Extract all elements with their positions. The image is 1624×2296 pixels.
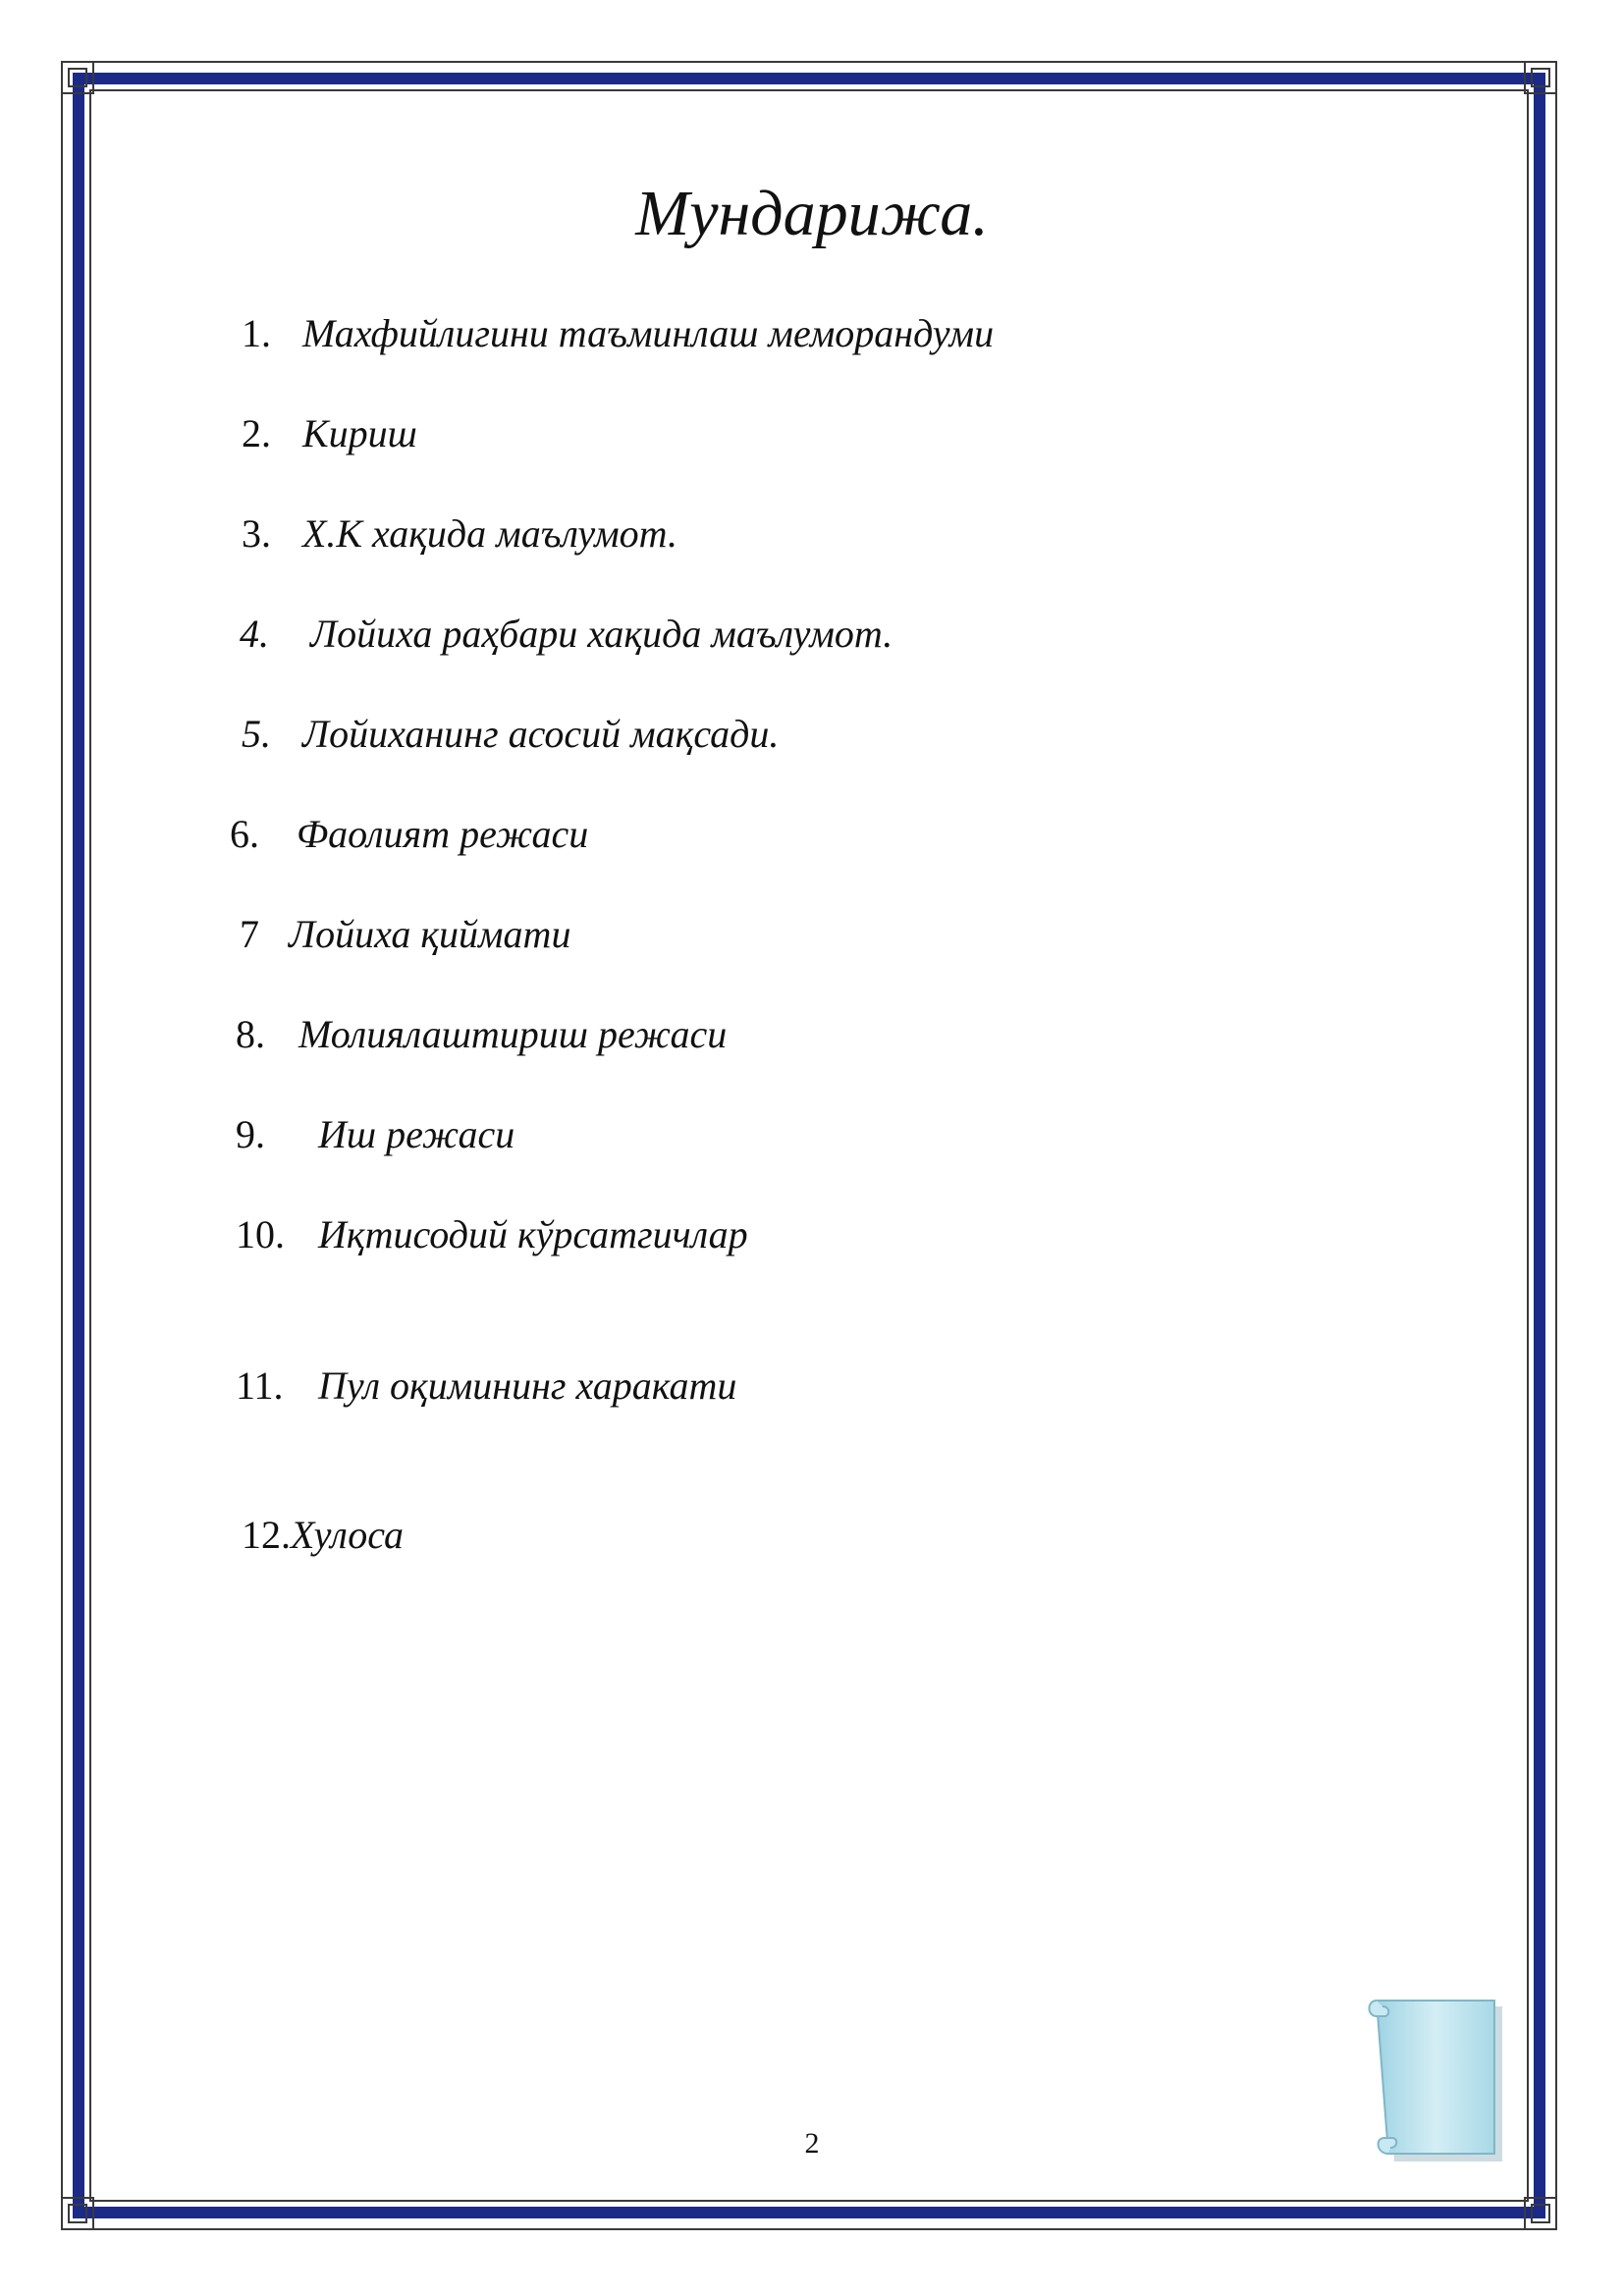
- toc-item: [236, 1111, 514, 1158]
- corner-ornament-top-right: [1524, 61, 1557, 94]
- toc-item: [242, 1512, 404, 1559]
- toc-item-label: Х.К хақида маълумот.: [302, 511, 678, 556]
- toc-item: [242, 410, 417, 457]
- toc-item-label: Лойиха раҳбари хақида маълумот.: [310, 612, 893, 656]
- toc-item-number: 8.: [236, 1012, 265, 1056]
- toc-item-number: 9.: [236, 1112, 265, 1156]
- toc-item-number: 1.: [242, 311, 271, 355]
- toc-item: [242, 510, 677, 558]
- toc-item-label: Иқтисодий кўрсатгичлар: [318, 1212, 748, 1256]
- toc-item-number: 7: [240, 912, 259, 956]
- toc-item-label: Махфийлигини таъминлаш меморандуми: [302, 311, 995, 355]
- corner-ornament-top-left: [61, 61, 94, 94]
- corner-ornament-bottom-left: [61, 2197, 94, 2230]
- toc-item-label: Молиялаштириш режаси: [298, 1012, 728, 1056]
- toc-item-number: 5.: [242, 712, 271, 756]
- toc-item: [240, 611, 893, 658]
- toc-item: [240, 911, 570, 958]
- corner-ornament-bottom-right: [1524, 2197, 1557, 2230]
- toc-item: [236, 1011, 727, 1058]
- toc-item-number: 11.: [236, 1363, 284, 1408]
- page-title: Мундарижа.: [635, 178, 989, 249]
- toc-item-label: Фаолият режаси: [297, 812, 589, 856]
- page-number: 2: [804, 2127, 820, 2160]
- toc-item-label: Лойиханинг асосий мақсади.: [302, 712, 780, 756]
- toc-item-number: 12.: [242, 1513, 291, 1557]
- toc-item-number: 6.: [230, 812, 259, 856]
- toc-item-label: Пул оқимининг харакати: [318, 1363, 737, 1408]
- toc-item-number: 10.: [236, 1212, 285, 1256]
- toc-item: [242, 310, 994, 357]
- toc-item-number: 2.: [242, 411, 271, 455]
- toc-item: [242, 711, 779, 758]
- toc-item-number: 3.: [242, 511, 271, 556]
- toc-item-label: Иш режаси: [318, 1112, 515, 1156]
- toc-item: [230, 811, 588, 858]
- toc-item-label: Кириш: [302, 411, 417, 455]
- toc-item: [236, 1211, 748, 1258]
- toc-item: [236, 1362, 736, 1410]
- toc-item-number: 4.: [240, 612, 269, 656]
- toc-item-label: Хулоса: [291, 1513, 404, 1557]
- toc-item-label: Лойиха қиймати: [289, 912, 571, 956]
